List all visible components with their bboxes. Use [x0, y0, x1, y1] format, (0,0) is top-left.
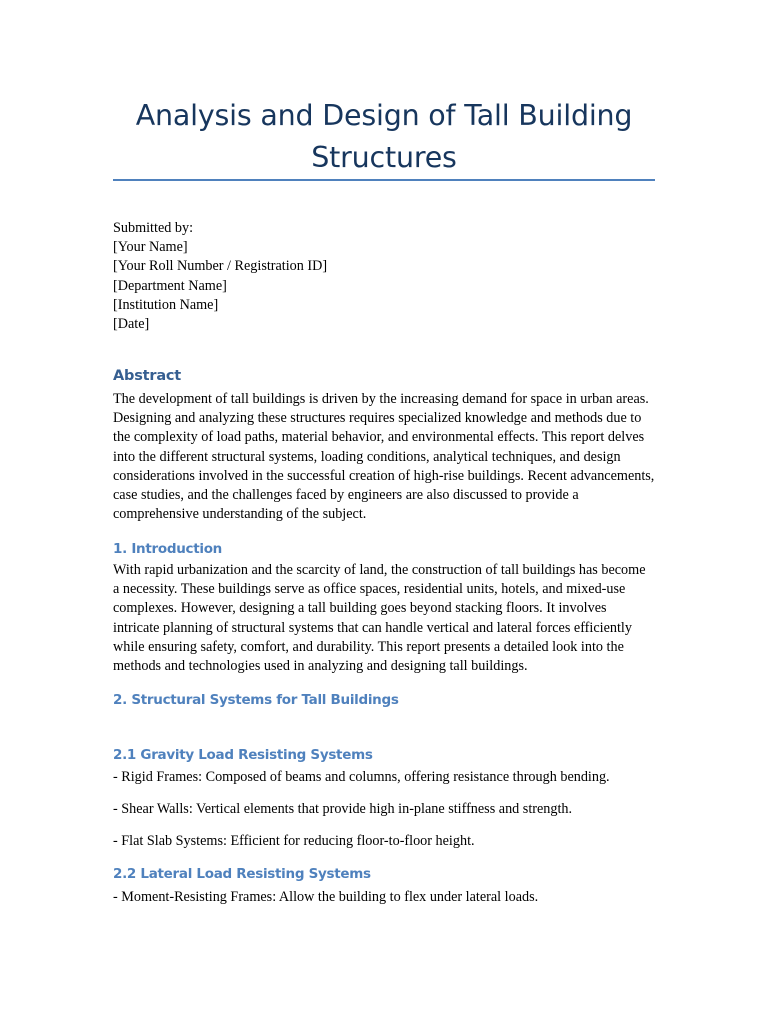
document-title: Analysis and Design of Tall Building Structures — [135, 99, 633, 174]
list-item: - Shear Walls: Vertical elements that provide high in-plane stiffness and strength. — [113, 801, 573, 817]
list-item: - Moment-Resisting Frames: Allow the building to flex under lateral loads. — [113, 889, 539, 905]
submitted-by-label: Submitted by: — [113, 220, 194, 236]
title-underline — [113, 179, 655, 181]
roll-number: [Your Roll Number / Registration ID] — [113, 258, 328, 275]
lateral-systems-heading: 2.2 Lateral Load Resisting Systems — [113, 866, 371, 882]
institution-name: [Institution Name] — [113, 296, 219, 313]
introduction-heading: 1. Introduction — [113, 541, 222, 557]
abstract-paragraph: The development of tall buildings is driven by the increasing demand for space in urban areas. Designing and analyzing these structures requires specialized knowledge and methods due to the complexity of load paths, material behavior, and environmental effects. This report delves into the different structural systems, loading conditions, analytical techniques, and design considerations involved in the successful creation of high-rise buildings. Recent advancements, case studies, and the challenges faced by engineers are also discussed to provide a comprehensive understanding of the subject. — [113, 391, 655, 523]
list-item: - Flat Slab Systems: Efficient for reducing floor-to-floor height. — [113, 833, 475, 849]
department-name: [Department Name] — [113, 277, 227, 294]
list-item: - Rigid Frames: Composed of beams and columns, offering resistance through bending. — [113, 769, 610, 785]
submission-date: [Date] — [113, 316, 150, 333]
introduction-paragraph: With rapid urbanization and the scarcity of land, the construction of tall buildings has become a necessity. These buildings serve as office spaces, residential units, hotels, and mixed-use complexes. However, designing a tall building goes beyond stacking floors. It involves intricate planning of structural systems that can handle vertical and lateral forces efficiently while ensuring safety, comfort, and durability. This report presents a detailed look into the methods and technologies used in analyzing and designing tall buildings. — [113, 562, 646, 675]
author-name: [Your Name] — [113, 239, 188, 256]
abstract-heading: Abstract — [113, 368, 182, 384]
submitted-by-block — [113, 219, 655, 334]
structural-systems-heading: 2. Structural Systems for Tall Buildings — [113, 692, 399, 708]
gravity-systems-heading: 2.1 Gravity Load Resisting Systems — [113, 747, 373, 763]
